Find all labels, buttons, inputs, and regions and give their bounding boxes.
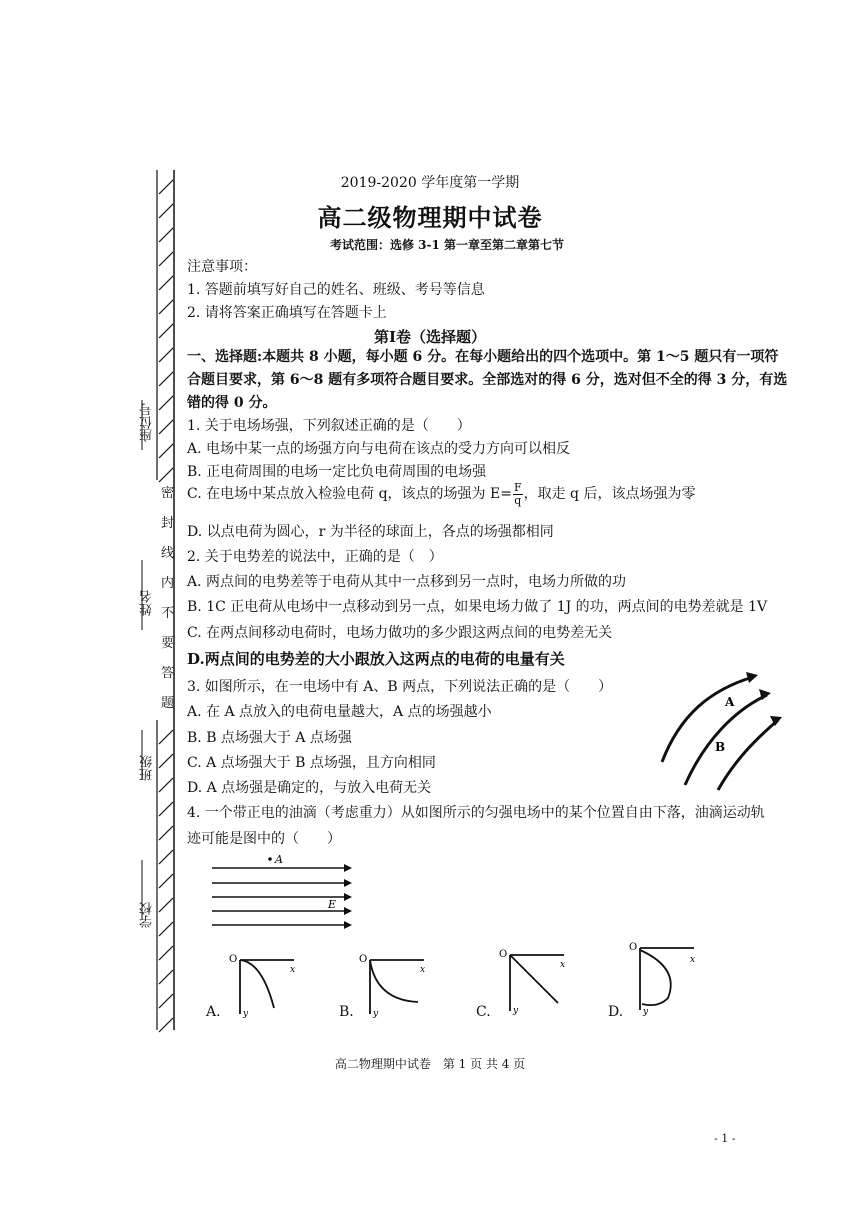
option-label-b: B. — [339, 1004, 354, 1020]
origin-label: O — [629, 942, 638, 953]
seal-line-char: 要 — [161, 636, 175, 651]
question-4-stem-cont: 迹可能是图中的（ ） — [187, 831, 341, 847]
hatch-mark — [159, 1018, 173, 1032]
trajectory-line — [510, 955, 558, 1003]
question-1-option-b: B. 正电荷周围的电场一定比负电荷周围的电场强 — [187, 464, 487, 480]
question-2-option-c: C. 在两点间移动电荷时，电场力做功的多少跟这两点间的电势差无关 — [187, 625, 613, 641]
question-3-stem: 3. 如图所示，在一电场中有 A、B 两点，下列说法正确的是（ ） — [187, 679, 613, 695]
academic-year-title: 2019-2020 学年度第一学期 — [340, 175, 520, 191]
hatch-mark — [159, 946, 173, 960]
point-a-label: A — [725, 695, 735, 709]
seat-number-label: 座位号 — [140, 403, 155, 442]
option-c-text-end: ，取走 q 后，该点场强为零 — [523, 486, 696, 503]
part-title: 第Ⅰ卷（选择题） — [373, 328, 487, 346]
question-2-option-b: B. 1C 正电荷从电场中一点移动到另一点，如果电场力做了 1J 的功，两点间的电势差就是 1V — [187, 599, 768, 615]
exam-scope: 考试范围：选修 3-1 第一章至第二章第七节 — [330, 238, 565, 252]
question-2-option-d: D.两点间的电势差的大小跟放入这两点的电荷的电量有关 — [187, 650, 565, 668]
question-1-stem: 1. 关于电场场强，下列叙述正确的是（ ） — [187, 418, 471, 434]
origin-label: O — [499, 949, 508, 960]
field-arrows — [344, 864, 352, 929]
hatch-mark — [159, 372, 173, 386]
field-line-arrow — [746, 672, 758, 683]
hatch-mark — [159, 994, 173, 1008]
seal-line-char: 内 — [161, 576, 175, 591]
question-1-option-c — [187, 482, 695, 506]
electric-field-lines-figure — [650, 660, 790, 800]
trajectory-graph-d — [628, 938, 700, 1016]
point-b-label: B — [715, 740, 726, 754]
x-axis-label: x — [690, 955, 696, 965]
notice-heading: 注意事项： — [187, 259, 257, 275]
seal-line-char: 线 — [161, 546, 175, 561]
y-axis-label: y — [513, 1006, 519, 1016]
seal-line-char: 答 — [161, 666, 175, 681]
seal-line-char: 不 — [161, 606, 175, 621]
hatch-mark — [159, 754, 173, 768]
option-label-d: D. — [608, 1004, 624, 1020]
y-axis-label: y — [643, 1007, 649, 1016]
question-3-option-c: C. A 点场强大于 B 点场强，且方向相同 — [187, 755, 436, 771]
field-label: E — [328, 898, 337, 911]
hatch-mark — [159, 970, 173, 984]
section-instructions: 一、选择题:本题共 8 小题，每小题 6 分。在每小题给出的四个选项中。第 1～5 题只有一项符 — [187, 349, 779, 365]
notice-item: 2. 请将答案正确填写在答题卡上 — [187, 305, 387, 321]
field-line — [718, 720, 778, 790]
x-axis-label: x — [560, 960, 566, 970]
question-1-option-d: D. 以点电荷为圆心，r 为半径的球面上，各点的场强都相同 — [187, 524, 554, 540]
start-point — [268, 857, 272, 861]
hatch-mark — [159, 802, 173, 816]
x-axis-label: x — [420, 965, 426, 975]
school-label: 学校 — [140, 902, 155, 928]
question-1-option-a: A. 电场中某一点的场强方向与电荷在该点的受力方向可以相反 — [187, 441, 571, 457]
hatch-mark — [159, 252, 173, 266]
page-number: - 1 - — [714, 1132, 736, 1145]
field-line — [662, 677, 753, 762]
section-instructions: 合题目要求，第 6～8 题有多项符合题目要求。全部选对的得 6 分，选对但不全的得 3 分，有选 — [187, 372, 788, 388]
hatch-mark — [159, 778, 173, 792]
hatch-mark — [159, 300, 173, 314]
y-axis-label: y — [243, 1009, 249, 1019]
question-3-option-a: A. 在 A 点放入的电荷电量越大，A 点的场强越小 — [187, 704, 492, 720]
option-label-a: A. — [206, 1004, 221, 1020]
seal-line-char: 密 — [161, 486, 175, 501]
hatch-mark — [159, 850, 173, 864]
field-lines — [212, 868, 346, 925]
option-c-text: C. 在电场中某点放入检验电荷 q，该点的场强为 E= — [187, 486, 512, 503]
hatch-mark — [159, 874, 173, 888]
question-4-stem: 4. 一个带正电的油滴（考虑重力）从如图所示的匀强电场中的某个位置自由下落，油滴运动轨 — [187, 805, 765, 821]
hatch-mark — [159, 730, 173, 744]
hatch-mark — [159, 826, 173, 840]
question-3-option-b: B. B 点场强大于 A 点场强 — [187, 730, 352, 746]
fraction-denominator: q — [514, 493, 522, 507]
trajectory-curve — [370, 960, 418, 1002]
trajectory-graph-a — [228, 950, 300, 1020]
page-footer: 高二物理期中试卷 第 1 页 共 4 页 — [334, 1057, 526, 1071]
origin-label: O — [359, 954, 368, 965]
fraction-numerator: F — [513, 481, 522, 494]
option-label-c: C. — [476, 1004, 491, 1020]
hatch-mark — [159, 276, 173, 290]
section-instructions: 错的得 0 分。 — [187, 395, 277, 411]
class-label: 班级 — [140, 755, 155, 781]
trajectory-graph-c — [498, 945, 570, 1017]
hatch-mark — [159, 420, 173, 434]
hatch-mark — [159, 922, 173, 936]
hatch-mark — [159, 468, 173, 482]
uniform-field-figure — [210, 850, 360, 930]
hatch-mark — [159, 898, 173, 912]
trajectory-curve — [240, 960, 274, 1008]
trajectory-curve — [640, 950, 671, 1005]
hatch-mark — [159, 348, 173, 362]
hatch-mark — [159, 444, 173, 458]
hatch-mark — [159, 396, 173, 410]
name-label: 姓名 — [140, 590, 155, 616]
question-3-option-d: D. A 点场强是确定的，与放入电荷无关 — [187, 780, 432, 796]
trajectory-graph-b — [358, 950, 430, 1020]
exam-title: 高二级物理期中试卷 — [317, 203, 543, 232]
origin-label: O — [229, 954, 238, 965]
start-point-label: A — [275, 853, 283, 866]
seal-line-char: 封 — [161, 516, 175, 531]
y-axis-label: y — [373, 1009, 379, 1019]
x-axis-label: x — [290, 965, 296, 975]
question-2-stem: 2. 关于电势差的说法中，正确的是（ ） — [187, 549, 443, 565]
seal-line-char: 题 — [161, 696, 175, 711]
question-2-option-a: A. 两点间的电势差等于电荷从其中一点移到另一点时，电场力所做的功 — [187, 574, 627, 590]
field-strength-fraction — [513, 482, 523, 506]
notice-item: 1. 答题前填写好自己的姓名、班级、考号等信息 — [187, 282, 485, 298]
